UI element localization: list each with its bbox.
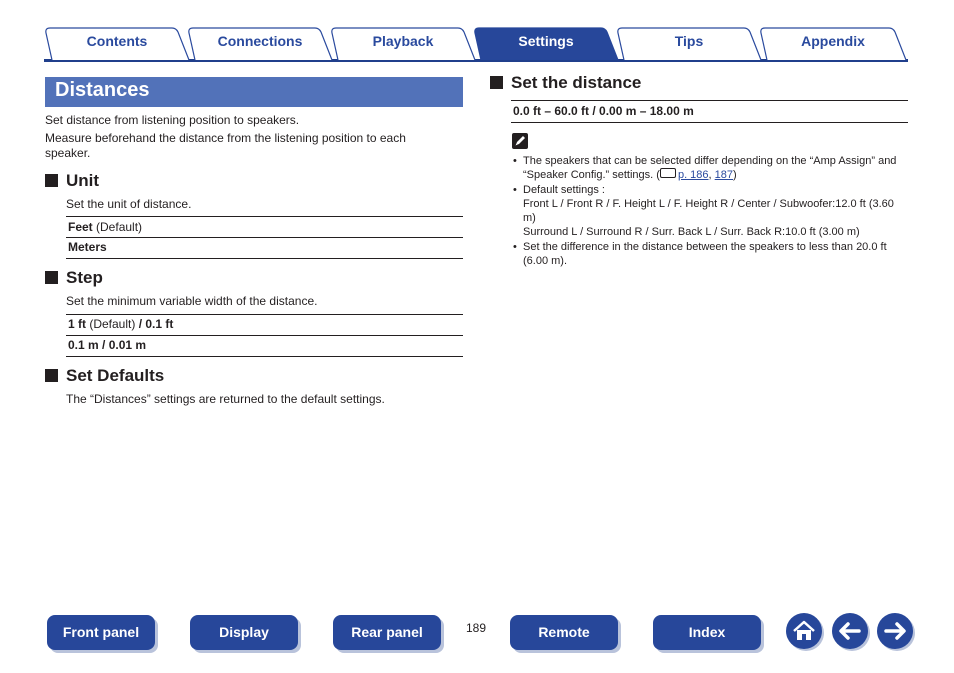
index-button[interactable] [653, 615, 761, 650]
option-bold: Meters [68, 240, 107, 254]
note-line: • Default settings : [523, 184, 605, 196]
unit-option-meters [68, 240, 107, 254]
tab-label: Settings [518, 33, 574, 49]
note-defaults [523, 183, 894, 239]
page-link-187[interactable]: 187 [714, 169, 734, 181]
page-link-186[interactable]: p. 186 [677, 169, 709, 181]
button-label: Remote [538, 624, 590, 640]
heading-square-icon [45, 271, 58, 284]
button-label: Rear panel [351, 624, 423, 640]
button-label: Index [688, 624, 726, 640]
divider [66, 258, 463, 259]
button-label: Display [219, 624, 269, 640]
tab-settings[interactable] [473, 27, 619, 60]
divider [511, 100, 908, 101]
page-title-bar [45, 77, 463, 107]
tab-appendix[interactable] [759, 27, 907, 60]
unit-heading-text: Unit [66, 171, 100, 190]
intro-line-2: Measure beforehand the distance from the listening position to each [45, 131, 406, 145]
option-bold: Feet [68, 220, 93, 234]
tab-playback[interactable] [330, 27, 476, 60]
remote-button[interactable] [510, 615, 618, 650]
note-speakers [523, 154, 896, 182]
option-bold: 0.1 m / 0.01 m [68, 338, 147, 352]
arrow-right-icon [877, 613, 913, 649]
display-button[interactable] [190, 615, 298, 650]
note-line: • The speakers that can be selected differ depending on the “Amp Assign” and [523, 155, 897, 167]
tab-tips[interactable] [616, 27, 762, 60]
note-line: Front L / Front R / F. Height L / F. Height R / Center / Subwoofer:12.0 ft (3.60 [523, 198, 894, 210]
divider [66, 335, 463, 336]
option-bold: / 0.1 ft [138, 317, 174, 331]
defaults-heading-text: Set Defaults [66, 366, 165, 385]
note-line: Surround L / Surround R / Surr. Back L / Surr. Back R:10.0 ft (3.00 m) [523, 226, 860, 238]
button-label: Front panel [62, 624, 140, 640]
step-option-ft [68, 317, 173, 331]
intro-line-1: Set distance from listening position to speakers. [45, 113, 300, 127]
divider [66, 237, 463, 238]
set-distance-heading [490, 73, 641, 93]
step-desc: Set the minimum variable width of the distance. [66, 294, 318, 308]
forward-button[interactable] [877, 613, 913, 649]
home-button[interactable] [786, 613, 822, 649]
rear-panel-button[interactable] [333, 615, 441, 650]
heading-square-icon [45, 174, 58, 187]
tab-label: Tips [674, 33, 704, 49]
range-text: 0.0 ft – 60.0 ft / 0.00 m – 18.00 m [513, 104, 694, 118]
set-distance-heading-text: Set the distance [511, 73, 642, 92]
defaults-desc: The “Distances” settings are returned to the default settings. [66, 392, 385, 406]
tab-bar [44, 27, 908, 62]
unit-desc: Set the unit of distance. [66, 197, 192, 211]
note-difference [523, 240, 887, 268]
page-title: Distances [55, 79, 150, 101]
heading-square-icon [45, 369, 58, 382]
divider [66, 314, 463, 315]
note-line: • Set the difference in the distance between the speakers to less than 20.0 ft [523, 241, 887, 253]
step-heading [45, 268, 103, 288]
tab-label: Contents [86, 33, 148, 49]
back-button[interactable] [832, 613, 868, 649]
divider [66, 356, 463, 357]
tab-label: Connections [217, 33, 303, 49]
note-line: (6.00 m). [523, 255, 568, 267]
note-text: ) [733, 169, 737, 181]
tab-connections[interactable] [187, 27, 333, 60]
note-text: , [708, 169, 715, 181]
pencil-note-icon [512, 133, 528, 149]
tab-label: Appendix [801, 33, 865, 49]
distance-range [513, 104, 694, 118]
heading-square-icon [490, 76, 503, 89]
page-number: 189 [466, 621, 487, 635]
tab-contents[interactable] [44, 27, 190, 60]
note-line [523, 168, 896, 182]
unit-option-feet [68, 220, 142, 234]
step-option-m [68, 338, 146, 352]
intro-line-3: speaker. [45, 146, 91, 160]
reference-icon [660, 168, 676, 178]
step-heading-text: Step [66, 268, 103, 287]
option-default: (Default) [86, 317, 139, 331]
option-bold: 1 ft [68, 317, 86, 331]
note-line: m) [523, 212, 536, 224]
option-default: (Default) [92, 220, 143, 234]
tab-label: Playback [372, 33, 434, 49]
front-panel-button[interactable] [47, 615, 155, 650]
defaults-heading [45, 366, 164, 386]
arrow-left-icon [832, 613, 868, 649]
home-icon [786, 613, 822, 649]
divider [66, 216, 463, 217]
note-text: “Speaker Config.” settings. ( [523, 169, 660, 181]
unit-heading [45, 171, 99, 191]
divider [511, 122, 908, 123]
